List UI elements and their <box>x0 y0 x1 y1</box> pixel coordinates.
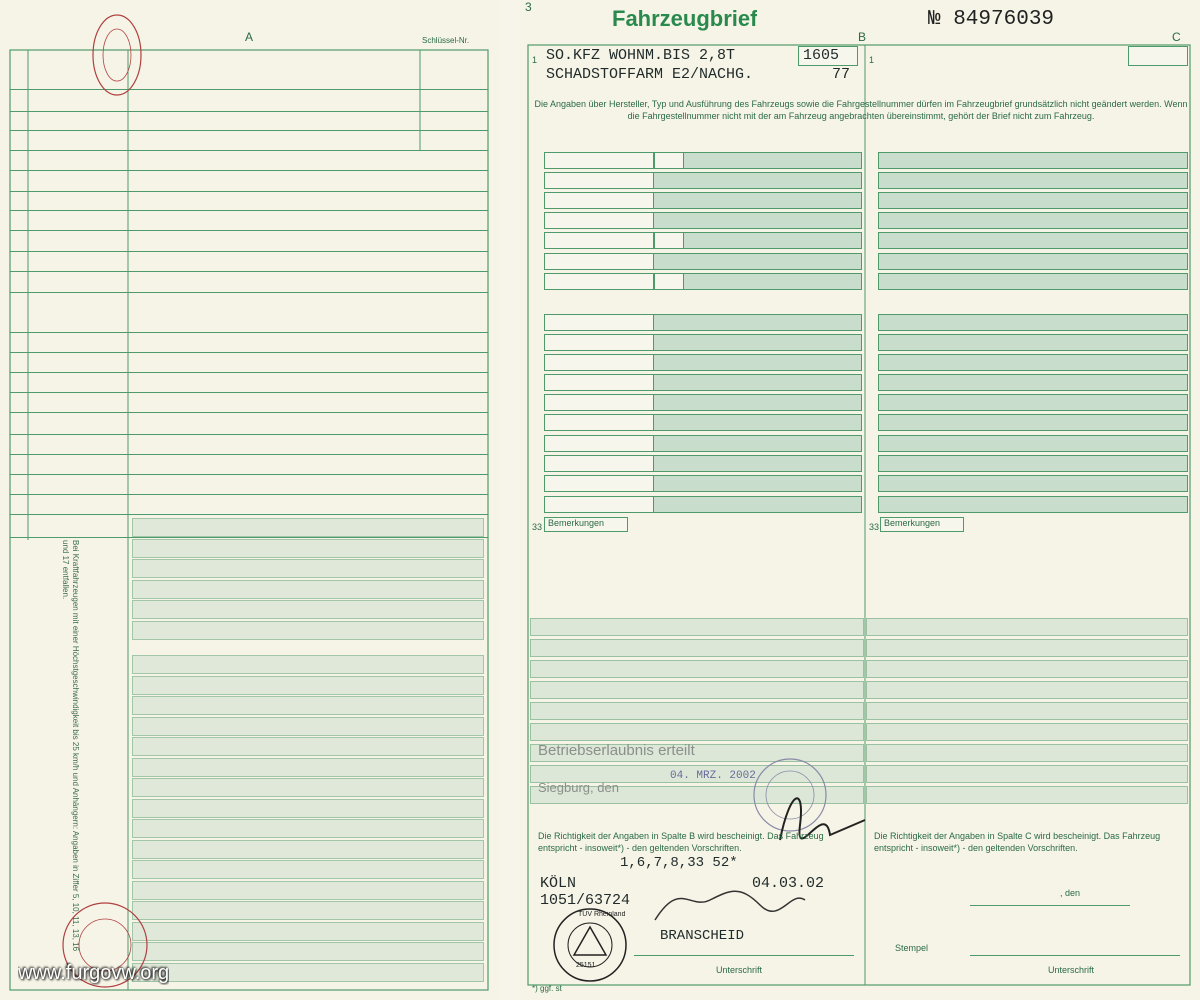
cert-b-text: Die Richtigkeit der Angaben in Spalte B wird bescheinigt. Das Fahrzeug entspricht - insoweit*) - den geltenden Vorschriften. <box>538 831 824 853</box>
b-row-value <box>544 394 654 411</box>
right-remark-bar-c <box>866 618 1188 636</box>
remark-bar <box>132 539 484 558</box>
remark-bar <box>132 655 484 674</box>
c-row-bar <box>878 394 1188 411</box>
right-key2: 77 <box>832 66 851 83</box>
remark-bar <box>132 942 484 961</box>
right-remark-bar-c <box>866 786 1188 804</box>
row-label <box>30 438 126 455</box>
right-remark-bar-b <box>530 681 864 699</box>
page-marker: 3 <box>525 0 532 14</box>
remark-bar <box>132 799 484 818</box>
unterschrift-c: Unterschrift <box>1048 965 1095 975</box>
c-row-bar <box>878 273 1188 290</box>
column-c-header: C <box>1172 30 1181 44</box>
row-label <box>30 478 126 495</box>
remark-bar <box>132 758 484 777</box>
remark-bar <box>132 600 484 619</box>
remark-bar <box>132 559 484 578</box>
b-row-value <box>544 253 654 270</box>
c-row-bar <box>878 435 1188 452</box>
c-row-bar <box>878 455 1188 472</box>
c-row-bar <box>878 232 1188 249</box>
remark-bar <box>132 518 484 537</box>
right-page: 3 Fahrzeugbrief № 84976039 B C 1 1 SO.KFZ WOHNM.BIS 2,8T SCHADSTOFFARM E2/NACHG. 1605 77 Die Angaben über Hersteller, Typ und Ausführung des Fahrzeugs sowie die Fahrgestellnummer dürfen im Fahrzeugbrief grundsätzlich nicht geändert werden. Wenn die Fahrgestellnummer nicht mit der am Fahrzeug angebrachten übereinstimmt, gehört der Brief nicht zum Fahrzeug. 33 Bemerkungen 33 Bemerkungen Betriebserlaubnis erteilt Siegburg, den 04. MRZ. 2002 Die Richtigkeit der Angaben in Spalte B wird bescheinigt. Das Fahrzeug entspricht - insoweit*) - den geltenden Vorschriften. 1,6,7,8,33 52* KÖLN 04.03.02 1051/63724 TÜV Rheinland 25151 BRANSCHEID Unterschrift *) ggf. st Die Richtigkeit der Angaben in Spalte C wird bescheinigt. Das Fahrzeug entspricht - insoweit*) - den geltenden Vorschriften. , den Stempel Unterschrift <box>520 0 1200 1000</box>
row-label <box>30 255 126 272</box>
c-row-bar <box>878 253 1188 270</box>
right-c-key-box <box>1128 46 1188 66</box>
seal-top-left <box>95 10 145 100</box>
c-row-bar <box>878 192 1188 209</box>
row-mid-label <box>278 416 358 435</box>
b-row-value <box>544 232 654 249</box>
b-row-value-2 <box>654 232 684 249</box>
footnote: *) ggf. st <box>532 984 562 993</box>
row-mid-label <box>278 478 358 495</box>
remarks-label-b: Bemerkungen <box>544 517 628 532</box>
right-key1: 1605 <box>798 46 858 66</box>
b-row-value <box>544 435 654 452</box>
row-label <box>30 214 126 231</box>
right-type-line1: SO.KFZ WOHNM.BIS 2,8T <box>546 47 736 64</box>
row-mid-label <box>230 234 260 252</box>
c-row-bar <box>878 354 1188 371</box>
right-remark-bar-c <box>866 723 1188 741</box>
remark-bar <box>132 901 484 920</box>
b-row-value <box>544 374 654 391</box>
right-remark-bar-b <box>530 660 864 678</box>
document-title: Fahrzeugbrief <box>612 6 758 31</box>
row-mid-label <box>278 255 358 272</box>
watermark: www.furgovw.org <box>18 962 170 984</box>
row-label <box>30 153 126 171</box>
b-row-value <box>544 273 654 290</box>
cert-b-ref: 1,6,7,8,33 52* <box>620 855 738 871</box>
side-text: Bei Kraftfahrzeugen mit einer Höchstgeschwindigkeit bis 25 km/h und Anhängern: Angaben in Ziffer 5, 10, 11, 13, 16 und 17 entfallen. <box>61 540 80 952</box>
signature-koeln <box>650 880 810 930</box>
c-row-bar <box>878 334 1188 351</box>
b-row-value <box>544 314 654 331</box>
tuv-stamp-code: 25151 <box>576 962 596 969</box>
right-remark-bar-c <box>866 765 1188 783</box>
tuv-stamp-text: TÜV Rheinland <box>578 911 626 918</box>
key-number-header: Schlüssel-Nr. <box>422 36 470 45</box>
siegburg-text: Siegburg, den <box>538 780 619 795</box>
row-mid-label <box>230 275 260 293</box>
c-row-bar <box>878 152 1188 169</box>
right-remark-bar-b <box>530 702 864 720</box>
row-mid-label <box>278 194 358 211</box>
remark-bar <box>132 737 484 756</box>
row-label <box>30 174 126 192</box>
remark-bar <box>132 860 484 879</box>
c-row-bar <box>878 374 1188 391</box>
row-label <box>30 134 126 151</box>
row-mid-label <box>278 174 358 192</box>
remark-bar <box>132 881 484 900</box>
row-label <box>30 114 126 131</box>
notice-text: Die Angaben über Hersteller, Typ und Ausführung des Fahrzeugs sowie die Fahrgestellnummer dürfen im Fahrzeugbrief grundsätzlich nicht geändert werden. Wenn die Fahrgestellnummer nicht mit der am Fahrzeug angebrachten übereinstimmt, gehört der Brief nicht zum Fahrzeug. <box>534 99 1188 121</box>
row-label <box>30 356 126 373</box>
remark-bar <box>132 922 484 941</box>
right-remark-bar-c <box>866 702 1188 720</box>
remark-bar <box>132 580 484 599</box>
remark-bar <box>132 717 484 736</box>
row-label <box>30 194 126 211</box>
c-row-bar <box>878 475 1188 492</box>
row-label <box>30 234 126 252</box>
unterschrift-b: Unterschrift <box>716 965 763 975</box>
remarks-label-c: Bemerkungen <box>880 517 964 532</box>
row-label <box>30 416 126 435</box>
b-row-value <box>544 172 654 189</box>
right-remark-bar-b <box>530 618 864 636</box>
b-row-value <box>544 152 654 169</box>
den-c: , den <box>1060 888 1081 898</box>
remark-bar <box>132 840 484 859</box>
right-remark-bar-c <box>866 639 1188 657</box>
right-remark-bar-b <box>530 723 864 741</box>
c-row-bar <box>878 314 1188 331</box>
b-row-value <box>544 496 654 513</box>
koeln: KÖLN <box>540 875 577 892</box>
right-type-line2: SCHADSTOFFARM E2/NACHG. <box>546 66 754 83</box>
right-remark-bar-b <box>530 639 864 657</box>
b-row-value-2 <box>654 152 684 169</box>
c-row-bar <box>878 212 1188 229</box>
row-label <box>30 376 126 393</box>
cert-c-text: Die Richtigkeit der Angaben in Spalte C wird bescheinigt. Das Fahrzeug entspricht - insoweit*) - den geltenden Vorschriften. <box>874 831 1161 853</box>
row-mid-label <box>278 214 358 231</box>
b-row-value <box>544 192 654 209</box>
row-mid-label <box>278 314 358 333</box>
koeln-num: 1051/63724 <box>540 892 631 909</box>
remark-bar <box>132 819 484 838</box>
remark-bar <box>132 963 484 982</box>
branscheid: BRANSCHEID <box>660 928 745 944</box>
b-row-value <box>544 475 654 492</box>
right-remark-bar-c <box>866 660 1188 678</box>
column-a-header: A <box>245 30 254 44</box>
remark-bar <box>132 778 484 797</box>
b-row-value <box>544 414 654 431</box>
c-row-bar <box>878 496 1188 513</box>
document-number: № 84976039 <box>928 8 1055 31</box>
remark-bar <box>132 621 484 640</box>
c-row-bar <box>878 172 1188 189</box>
right-remark-bar-c <box>866 744 1188 762</box>
row-label <box>30 396 126 413</box>
betrieb-text: Betriebserlaubnis erteilt <box>538 742 695 759</box>
row-label <box>30 275 126 293</box>
koeln-date: 04.03.02 <box>752 875 825 892</box>
c-row-bar <box>878 414 1188 431</box>
row-label <box>30 498 126 515</box>
signature-b <box>770 780 870 870</box>
remark-bar <box>132 696 484 715</box>
left-page <box>0 0 500 1000</box>
row-label <box>30 458 126 475</box>
b-row-value <box>544 212 654 229</box>
row-mid-label <box>278 153 358 171</box>
b-row-value <box>544 455 654 472</box>
stempel-c: Stempel <box>895 943 929 953</box>
row-label <box>30 518 126 538</box>
row-mid-label <box>230 458 260 475</box>
row-label <box>30 314 126 333</box>
stamp-date: 04. MRZ. 2002 <box>670 770 756 782</box>
b-row-value-2 <box>654 273 684 290</box>
right-remark-bar-c <box>866 681 1188 699</box>
row-mid-label <box>278 438 358 455</box>
remark-bar <box>132 676 484 695</box>
row-label <box>30 336 126 353</box>
column-b-header: B <box>858 30 867 44</box>
b-row-value <box>544 354 654 371</box>
b-row-value <box>544 334 654 351</box>
